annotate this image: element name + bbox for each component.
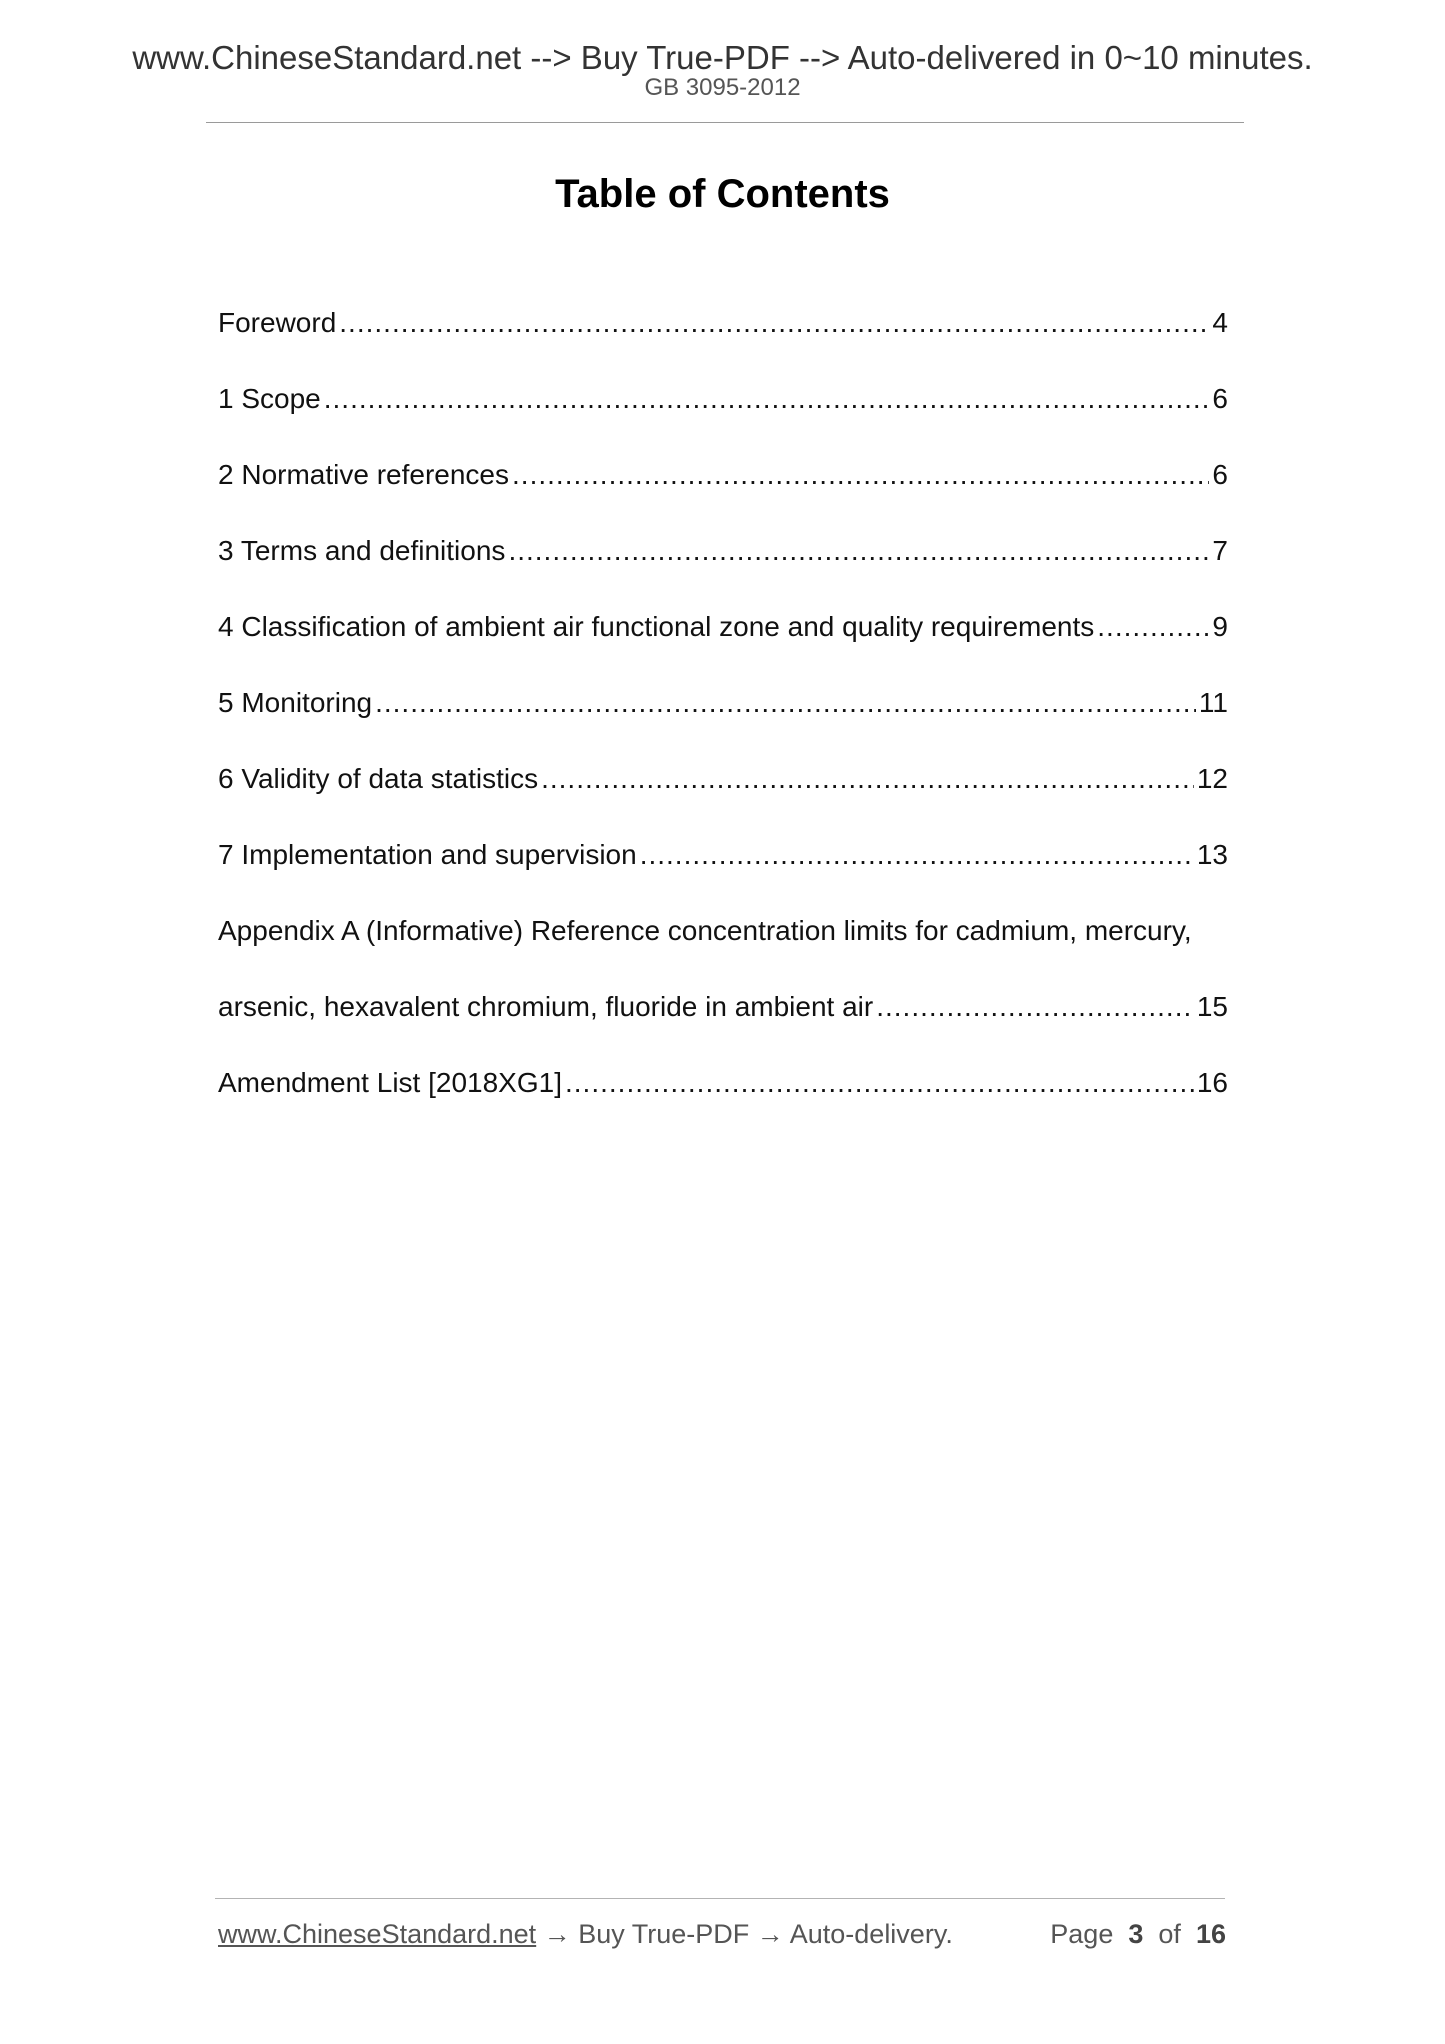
toc-entry-label: arsenic, hexavalent chromium, fluoride in ambient air (218, 991, 874, 1022)
toc-entry-scope[interactable] (218, 361, 1228, 437)
toc-entry-label: Amendment List [2018XG1] (218, 1067, 562, 1098)
toc-page-number: 15 (1196, 991, 1228, 1022)
header-divider (206, 122, 1244, 123)
page-word: Page (1050, 1919, 1114, 1949)
header-banner: www.ChineseStandard.net --> Buy True-PDF --> Auto-delivered in 0~10 minutes. (132, 39, 1313, 76)
toc-page-number: 6 (1212, 383, 1228, 414)
toc-entry-label: 2 Normative references (218, 459, 510, 490)
toc-entry-foreword[interactable] (218, 285, 1228, 361)
toc-page-number: 4 (1212, 307, 1228, 338)
toc-entry-label: Appendix A (Informative) Reference concentration limits for cadmium, mercury, (218, 915, 1192, 946)
document-code: GB 3095-2012 (644, 74, 801, 101)
toc-leader-dots (512, 458, 1209, 492)
toc-page-number: 13 (1196, 839, 1228, 870)
toc-entry-terms-and-definitions[interactable] (218, 513, 1228, 589)
table-of-contents (218, 285, 1228, 1121)
toc-entry-label: 5 Monitoring (218, 687, 373, 718)
toc-entry-label: 3 Terms and definitions (218, 535, 506, 566)
toc-entry-label: 7 Implementation and supervision (218, 839, 637, 870)
toc-entry-label: Foreword (218, 307, 337, 338)
current-page-number: 3 (1128, 1919, 1144, 1949)
toc-entry-label: 1 Scope (218, 383, 321, 414)
toc-leader-dots (565, 1066, 1194, 1100)
footer-site-link[interactable]: www.ChineseStandard.net (218, 1919, 537, 1949)
toc-leader-dots (324, 382, 1210, 416)
of-word: of (1158, 1919, 1181, 1949)
toc-page-number: 7 (1212, 535, 1228, 566)
footer-promo-text: → Buy True-PDF → Auto-delivery. (536, 1919, 953, 1949)
page-footer (218, 1916, 1226, 1952)
page-indicator (1050, 1916, 1226, 1952)
toc-leader-dots (640, 838, 1194, 872)
toc-leader-dots (1097, 610, 1209, 644)
footer-promo (218, 1916, 953, 1952)
toc-entry-appendix-a-continued[interactable] (218, 969, 1228, 1045)
toc-entry-amendment-list[interactable] (218, 1045, 1228, 1121)
toc-leader-dots (339, 306, 1209, 340)
toc-leader-dots (876, 990, 1194, 1024)
toc-leader-dots (541, 762, 1194, 796)
toc-entry-implementation-and-supervision[interactable] (218, 817, 1228, 893)
toc-page-number: 11 (1198, 687, 1228, 718)
toc-page-number: 16 (1196, 1067, 1228, 1098)
total-pages-number: 16 (1195, 1919, 1226, 1949)
toc-leader-dots (508, 534, 1209, 568)
toc-entry-validity-of-data-statistics[interactable] (218, 741, 1228, 817)
toc-leader-dots (375, 686, 1196, 720)
page-title: Table of Contents (555, 172, 890, 216)
toc-page-number: 12 (1196, 763, 1228, 794)
toc-page-number: 9 (1212, 611, 1228, 642)
toc-entry-appendix-a[interactable] (218, 893, 1228, 969)
toc-entry-monitoring[interactable] (218, 665, 1228, 741)
toc-entry-label: 4 Classification of ambient air functional zone and quality requirements (218, 611, 1095, 642)
footer-divider (215, 1898, 1225, 1899)
toc-entry-normative-references[interactable] (218, 437, 1228, 513)
toc-entry-label: 6 Validity of data statistics (218, 763, 539, 794)
toc-entry-classification[interactable] (218, 589, 1228, 665)
toc-page-number: 6 (1212, 459, 1228, 490)
